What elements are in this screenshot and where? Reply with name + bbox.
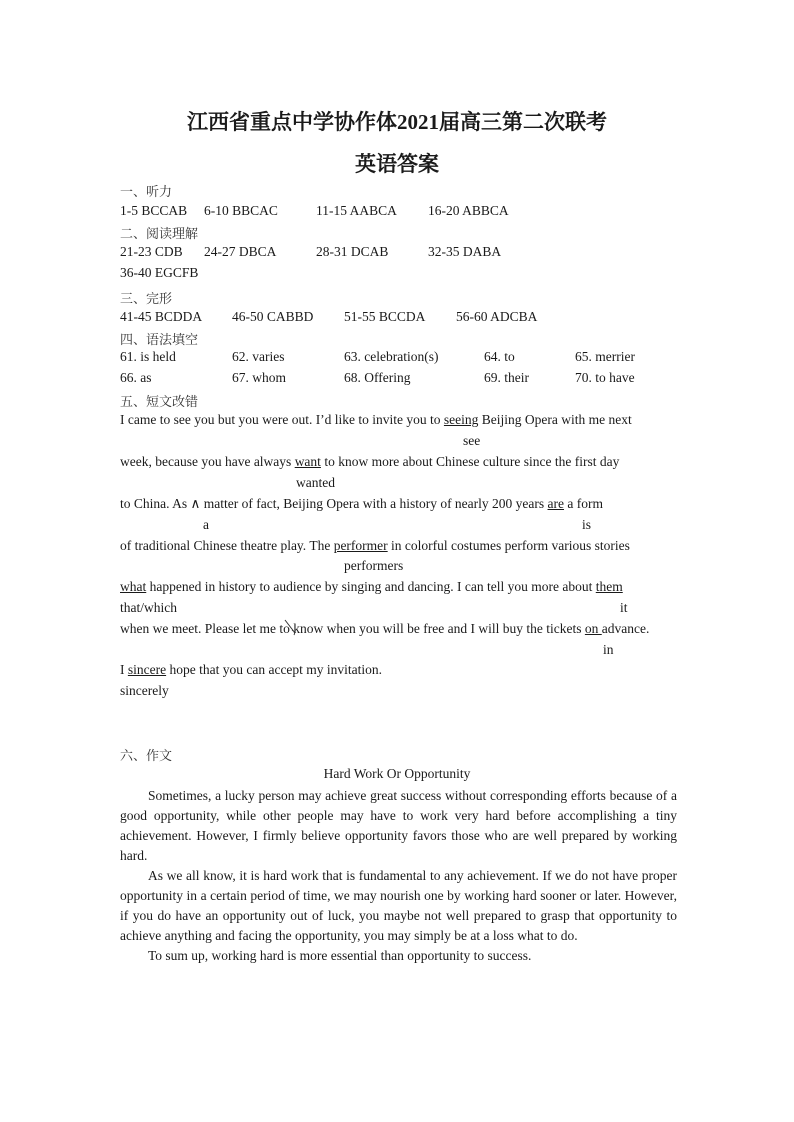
correction-fix: that/which [120,600,177,615]
page-subtitle: 英语答案 [355,152,439,176]
answer-group: 16-20 ABBCA [428,203,509,218]
essay-paragraph: To sum up, working hard is more essential than opportunity to success. [148,948,532,963]
correction-line: what happened in history to audience by singing and dancing. I can tell you more about them [120,579,623,594]
correction-fix: sincerely [120,683,169,698]
grammar-answer: 63. celebration(s) [344,349,439,364]
page-title: 江西省重点中学协作体2021届高三第二次联考 [187,110,607,134]
grammar-answer: 64. to [484,349,515,364]
essay-paragraph: As we all know, it is hard work that is fundamental to any achievement. If we do not have proper opportunity in a certain period of time, we may nourish one by working hard sooner or later. However, if you do have an opportunity out of luck, you maybe not well prepared to grasp that opportunity to achieve anything and facing the opportunity, you may simply be at a loss what to do. [120,868,677,943]
answer-group: 1-5 BCCAB [120,203,188,218]
correction-fix: wanted [296,475,335,490]
answer-group: 46-50 CABBD [232,309,314,324]
section-grammar: 四、语法填空 [120,333,199,348]
answer-group: 6-10 BBCAC [204,203,278,218]
section-writing: 六、作文 [120,749,173,764]
essay-body [120,786,677,966]
essay-paragraph: Sometimes, a lucky person may achieve great success without corresponding efforts because of a good opportunity, while other people may have to work very hard before accomplishing a tiny achievement. However, I firmly believe opportunity favors those who are well prepared by working hard. [120,788,677,863]
grammar-answer: 66. as [120,370,152,385]
answer-group: 21-23 CDB [120,244,183,259]
grammar-answer: 70. to have [575,370,635,385]
grammar-answer: 68. Offering [344,370,411,385]
correction-line: when we meet. Please let me to know when you will be free and I will buy the tickets on advance. [120,621,650,636]
correction-line: week, because you have always want to know more about Chinese culture since the first day [120,454,620,469]
correction-fix: see [463,433,481,448]
grammar-answer: 62. varies [232,349,285,364]
correction-line: to China. As ∧ matter of fact, Beijing Opera with a history of nearly 200 years are a form [120,496,603,511]
answer-group: 28-31 DCAB [316,244,389,259]
correction-fix: is [582,517,592,532]
correction-line: I came to see you but you were out. I’d like to invite you to seeing Beijing Opera with me next [120,412,632,427]
deletion-mark-icon [283,618,297,636]
answer-group: 36-40 EGCFB [120,265,199,280]
grammar-answer: 61. is held [120,349,176,364]
section-reading: 二、阅读理解 [120,227,199,242]
correction-fix: performers [344,558,404,573]
answer-group: 24-27 DBCA [204,244,277,259]
correction-fix: in [603,642,614,657]
correction-line: of traditional Chinese theatre play. The performer in colorful costumes perform various stories [120,538,630,553]
answer-group: 11-15 AABCA [316,203,397,218]
answer-group: 51-55 BCCDA [344,309,426,324]
grammar-answer: 65. merrier [575,349,635,364]
answer-group: 41-45 BCDDA [120,309,203,324]
correction-fix: it [620,600,628,615]
section-correction: 五、短文改错 [120,395,199,410]
essay-title: Hard Work Or Opportunity [323,766,471,781]
correction-line: I sincere hope that you can accept my invitation. [120,662,383,677]
answer-group: 32-35 DABA [428,244,502,259]
grammar-answer: 69. their [484,370,529,385]
section-cloze: 三、完形 [120,292,173,307]
grammar-answer: 67. whom [232,370,286,385]
section-listening: 一、听力 [120,185,173,200]
correction-fix: a [203,517,209,532]
answer-group: 56-60 ADCBA [456,309,538,324]
